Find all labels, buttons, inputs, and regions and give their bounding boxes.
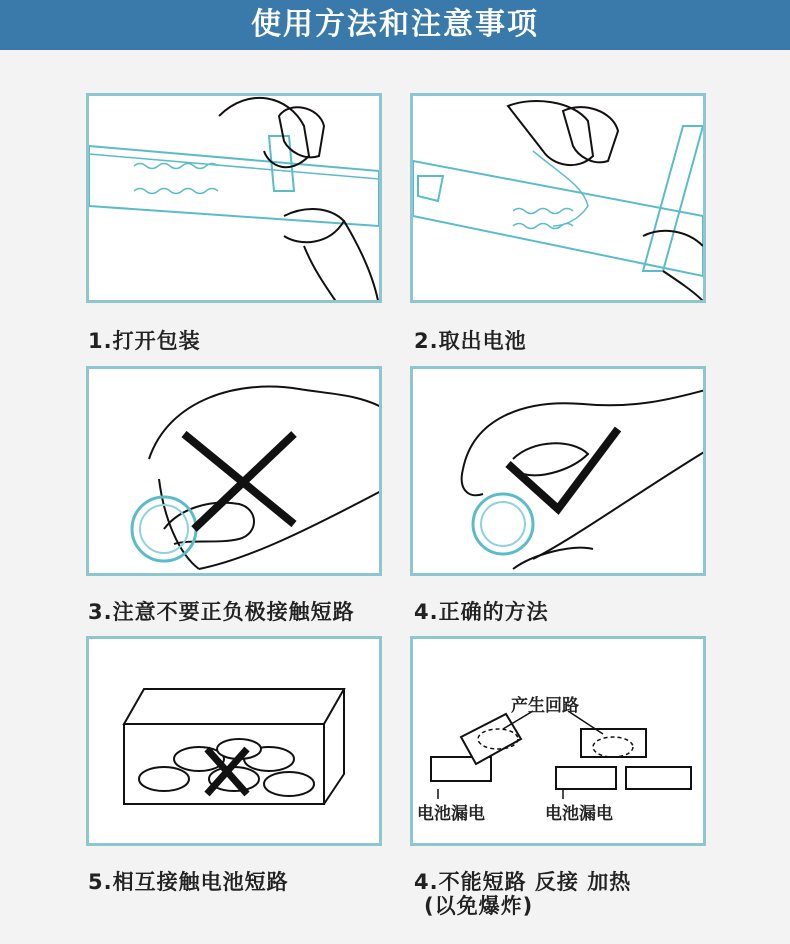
open-package-illustration — [89, 96, 382, 303]
step-5-caption: 5.相互接触电池短路 — [88, 870, 289, 894]
step-6-caption-line2: (以免爆炸) — [424, 894, 534, 918]
page-title: 使用方法和注意事项 — [251, 7, 539, 42]
step-6-panel — [410, 636, 706, 846]
leak-left-label: 电池漏电 — [417, 804, 485, 824]
step-3-panel — [86, 366, 382, 576]
wrong-grip-x-illustration — [89, 369, 382, 576]
correct-grip-check-illustration — [413, 369, 706, 576]
step-2-panel — [410, 93, 706, 303]
leak-right-label: 电池漏电 — [545, 804, 613, 824]
step-3-caption: 3.注意不要正负极接触短路 — [88, 600, 355, 624]
batteries-in-box-x-illustration — [89, 639, 382, 846]
step-1-panel — [86, 93, 382, 303]
step-1-caption: 1.打开包装 — [88, 329, 201, 353]
header-bar — [0, 0, 790, 50]
step-2-caption: 2.取出电池 — [414, 329, 527, 353]
step-4-panel — [410, 366, 706, 576]
step-4-caption: 4.正确的方法 — [414, 600, 549, 624]
step-6-caption: 4.不能短路 反接 加热 — [414, 870, 632, 894]
take-out-battery-illustration — [413, 96, 706, 303]
loop-label: 产生回路 — [511, 696, 579, 716]
step-5-panel — [86, 636, 382, 846]
